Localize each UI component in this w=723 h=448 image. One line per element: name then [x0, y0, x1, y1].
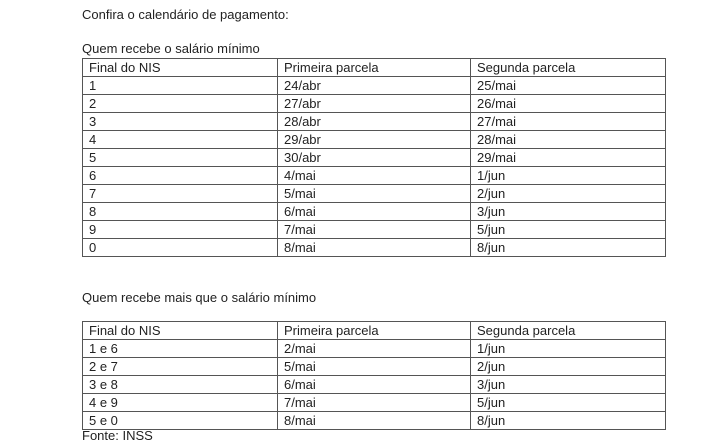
- table-cell: 30/abr: [278, 149, 471, 167]
- table-cell: 5/mai: [278, 358, 471, 376]
- table-cell: 5/jun: [471, 221, 666, 239]
- table-cell: 5 e 0: [83, 412, 278, 430]
- table-row: [83, 113, 666, 131]
- table-row: [83, 394, 666, 412]
- table-cell: 8/jun: [471, 239, 666, 257]
- table-cell: 8: [83, 203, 278, 221]
- table-cell: 5/mai: [278, 185, 471, 203]
- table-cell: 0: [83, 239, 278, 257]
- table-header-row: [83, 322, 666, 340]
- source-text: Fonte: INSS: [82, 428, 153, 443]
- table-cell: 26/mai: [471, 95, 666, 113]
- table-cell: 28/mai: [471, 131, 666, 149]
- table-row: [83, 358, 666, 376]
- table-cell: 24/abr: [278, 77, 471, 95]
- table-row: [83, 412, 666, 430]
- table-cell: 8/mai: [278, 239, 471, 257]
- section2-title: Quem recebe mais que o salário mínimo: [82, 290, 317, 305]
- table-cell: 7/mai: [278, 394, 471, 412]
- table-cell: 8/jun: [471, 412, 666, 430]
- table-cell: 2 e 7: [83, 358, 278, 376]
- above-minimum-table: [82, 321, 666, 430]
- table-row: [83, 77, 666, 95]
- table-cell: 1/jun: [471, 167, 666, 185]
- table-cell: 2/jun: [471, 358, 666, 376]
- table-cell: 2: [83, 95, 278, 113]
- table-cell: 5/jun: [471, 394, 666, 412]
- table-cell: 7/mai: [278, 221, 471, 239]
- column-header: Final do NIS: [83, 322, 278, 340]
- table-cell: 3/jun: [471, 203, 666, 221]
- table-cell: 27/mai: [471, 113, 666, 131]
- table-cell: 4 e 9: [83, 394, 278, 412]
- column-header: Primeira parcela: [278, 59, 471, 77]
- table-cell: 3: [83, 113, 278, 131]
- table-row: [83, 203, 666, 221]
- table-cell: 1/jun: [471, 340, 666, 358]
- section1-title: Quem recebe o salário mínimo: [82, 41, 260, 56]
- table-cell: 2/jun: [471, 185, 666, 203]
- table-cell: 5: [83, 149, 278, 167]
- table-cell: 28/abr: [278, 113, 471, 131]
- table-row: [83, 239, 666, 257]
- table-cell: 29/mai: [471, 149, 666, 167]
- table-cell: 3 e 8: [83, 376, 278, 394]
- table-cell: 4/mai: [278, 167, 471, 185]
- table-cell: 29/abr: [278, 131, 471, 149]
- table-row: [83, 185, 666, 203]
- table-cell: 27/abr: [278, 95, 471, 113]
- table-row: [83, 340, 666, 358]
- table-cell: 6/mai: [278, 376, 471, 394]
- table-cell: 8/mai: [278, 412, 471, 430]
- table-row: [83, 167, 666, 185]
- minimum-wage-table: [82, 58, 666, 257]
- table-cell: 6: [83, 167, 278, 185]
- table-cell: 4: [83, 131, 278, 149]
- table-header-row: [83, 59, 666, 77]
- table-row: [83, 149, 666, 167]
- table-row: [83, 131, 666, 149]
- column-header: Final do NIS: [83, 59, 278, 77]
- table-cell: 1 e 6: [83, 340, 278, 358]
- column-header: Primeira parcela: [278, 322, 471, 340]
- table-cell: 2/mai: [278, 340, 471, 358]
- intro-text: Confira o calendário de pagamento:: [82, 7, 289, 22]
- table-cell: 9: [83, 221, 278, 239]
- table-cell: 7: [83, 185, 278, 203]
- table-row: [83, 376, 666, 394]
- table-row: [83, 95, 666, 113]
- table-row: [83, 221, 666, 239]
- table-cell: 3/jun: [471, 376, 666, 394]
- column-header: Segunda parcela: [471, 322, 666, 340]
- table-cell: 1: [83, 77, 278, 95]
- table-cell: 25/mai: [471, 77, 666, 95]
- table-cell: 6/mai: [278, 203, 471, 221]
- column-header: Segunda parcela: [471, 59, 666, 77]
